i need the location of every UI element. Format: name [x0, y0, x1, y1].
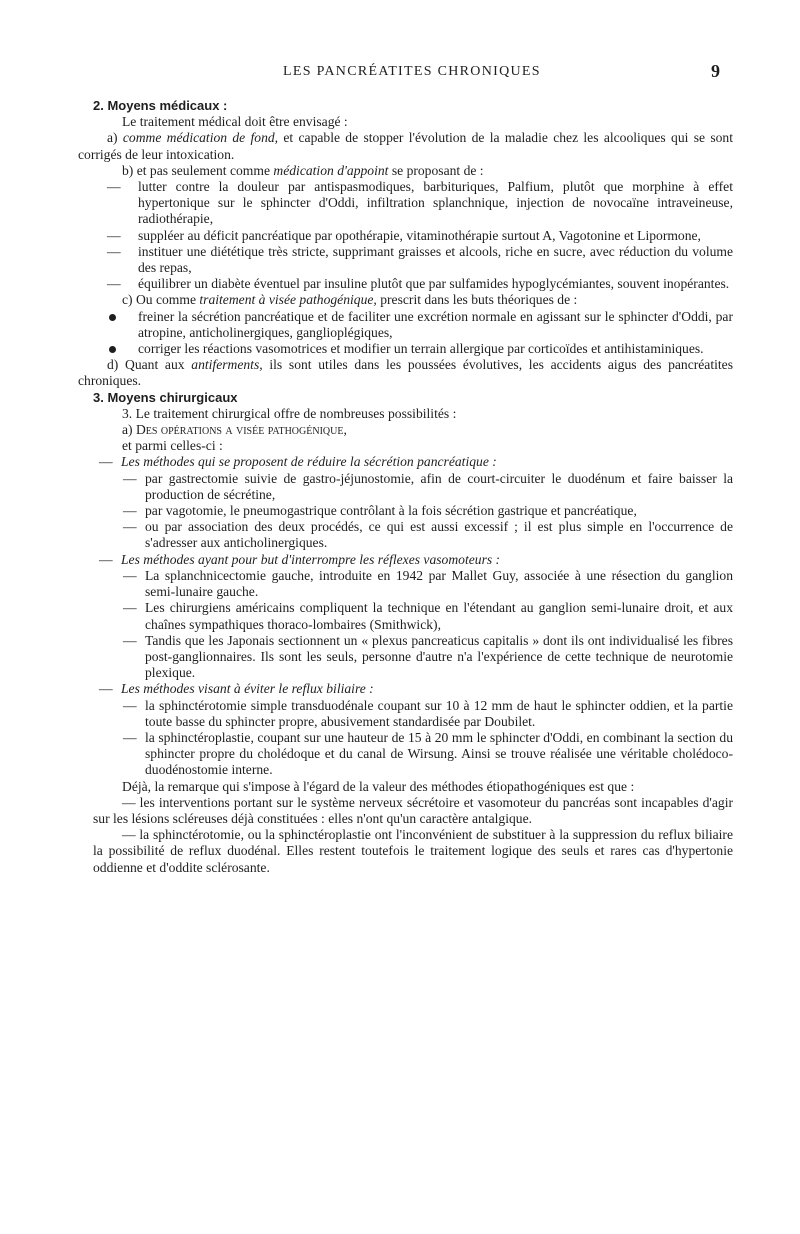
paragraph-c-emphasis: traitement à visée pathogénique, — [199, 292, 377, 308]
section-2-heading: 2. Moyens médicaux : — [93, 98, 228, 113]
page-body — [78, 98, 733, 876]
bullet-item-c1: freiner la sécrétion pancréatique et de faciliter une excrétion normale en agissant sur le sphincter d'Oddi, par atropine, anticholinergiques, ganglioplégiques, — [93, 309, 733, 341]
methods-group-2-item: — Les chirurgiens américains compliquent la technique en l'étendant au ganglion semi-lunaire droit, et aux chaînes sympathiques thoraco-lombaires (Smithwick), — [93, 600, 733, 632]
list-item-b4: — équilibrer un diabète éventuel par insuline plutôt que par sulfamides hypoglycémiantes, souvent inopérantes. — [93, 276, 733, 292]
methods-group-3-item: — la sphinctéroplastie, coupant sur une hauteur de 15 à 20 mm le sphincter d'Oddi, en combinant la section du sphincter propre du cholédoque et du canal de Wirsung. Ainsi se trouve réalisée une véritable cholédoco-duodénostomie interne. — [93, 730, 733, 779]
methods-group-1-item: — ou par association des deux procédés, ce qui est aussi excessif ; il est plus simple en l'occurrence de s'adresser aux anticholinergiques. — [93, 519, 733, 551]
list-item-b3: — instituer une diététique très stricte, supprimant graisses et alcools, riche en sucre, avec réduction du volume des repas, — [93, 244, 733, 276]
paragraph-3a-label: a) — [122, 422, 133, 438]
bullet-item-c2: corriger les réactions vasomotrices et modifier un terrain allergique par corticoïdes et antihistaminiques. — [93, 341, 733, 357]
paragraph-a-label: a) — [107, 130, 118, 146]
methods-group-2-item: — Tandis que les Japonais sectionnent un « plexus pancreaticus capitalis » dont ils ont individualisé les fibres post-ganglionnaires. Ils sont les seuls, personne d'autre n'a l'expérience de cette technique de neurotomie plexique. — [93, 633, 733, 682]
remark-paragraph: Déjà, la remarque qui s'impose à l'égard de la valeur des méthodes étiopathogéniques est que : — [122, 778, 635, 794]
methods-group-1-title: — Les méthodes qui se proposent de réduire la sécrétion pancréatique : — [93, 454, 733, 470]
paragraph-d-text: ils sont utiles dans les poussées évolutives, les accidents aigus des pancréatites chroniques. — [78, 357, 733, 389]
paragraph-3a-title: Des opérations a visée pathogénique, — [135, 422, 347, 438]
paragraph-a-emphasis: comme médication de fond, — [122, 130, 279, 146]
paragraph-a — [78, 130, 733, 162]
paragraph-c-text: prescrit dans les buts théoriques de : — [380, 292, 578, 308]
closing-paragraph-2: — la sphinctérotomie, ou la sphinctéroplastie ont l'inconvénient de substituer à la suppression du reflux biliaire la possibilité de reflux duodénal. Elles restent toutefois le traitement logique des seuls et rares cas d'hypertonie oddienne et d'oddite sclérosante. — [93, 827, 733, 875]
list-item-b2: — suppléer au déficit pancréatique par opothérapie, vitaminothérapie surtout A, Vagotonine et Lipormone, — [93, 228, 733, 244]
methods-group-3-title: — Les méthodes visant à éviter le reflux biliaire : — [93, 681, 733, 697]
paragraph-b-text: se proposant de : — [391, 162, 484, 178]
section-2-intro: Le traitement médical doit être envisagé : — [122, 114, 348, 130]
methods-group-3-item: — la sphinctérotomie simple transduodénale coupant sur 10 à 12 mm de haut le sphincter oddien, et la partie toute basse du sphincter propre, abusivement standardisée par Doubilet. — [93, 698, 733, 730]
paragraph-b-label: b) et pas seulement comme — [122, 162, 270, 178]
running-title: LES PANCRÉATITES CHRONIQUES — [283, 64, 541, 79]
paragraph-b — [93, 163, 733, 179]
methods-group-1-item: — par vagotomie, le pneumogastrique contrôlant à la fois sécrétion gastrique et pancréatique, — [93, 503, 733, 519]
section-3-intro: 3. Le traitement chirurgical offre de nombreuses possibilités : — [122, 405, 457, 421]
paragraph-c — [93, 292, 733, 308]
paragraph-a-text: et capable de stopper l'évolution de la maladie chez les alcooliques qui se sont corrigés de leur intoxication. — [78, 130, 733, 162]
page-header — [0, 61, 800, 86]
paragraph-b-emphasis: médication d'appoint — [273, 162, 389, 178]
list-item-b1: — lutter contre la douleur par antispasmodiques, barbituriques, Palfium, plutôt que morphine à effet hypertonique sur le sphincter d'Oddi, infiltration splanchnique, injection de novocaïne intraveineuse, radiothérapie, — [93, 179, 733, 228]
paragraph-3a — [93, 422, 733, 438]
paragraph-d-label: d) Quant aux — [107, 357, 185, 373]
paragraph-d — [78, 357, 733, 389]
methods-group-2-title: — Les méthodes ayant pour but d'interrompre les réflexes vasomoteurs : — [93, 552, 733, 568]
page-number: 9 — [711, 61, 720, 81]
methods-group-2-item: — La splanchnicectomie gauche, introduite en 1942 par Mallet Guy, associée à une résection du ganglion semi-lunaire gauche. — [93, 568, 733, 600]
methods-group-1-item: — par gastrectomie suivie de gastro-jéjunostomie, afin de court-circuiter le duodénum et faire baisser la production de sécrétine, — [93, 471, 733, 503]
paragraph-c-label: c) Ou comme — [122, 292, 196, 308]
paragraph-d-emphasis: antiferments, — [191, 357, 263, 373]
closing-paragraph-1: — les interventions portant sur le système nerveux sécrétoire et vasomoteur du pancréas sont incapables d'agir sur les lésions scléreuses déjà constituées : elles n'ont qu'un caractère antalgique. — [93, 794, 733, 826]
among-these-line: et parmi celles-ci : — [122, 438, 223, 454]
section-3-heading: 3. Moyens chirurgicaux — [93, 389, 238, 405]
